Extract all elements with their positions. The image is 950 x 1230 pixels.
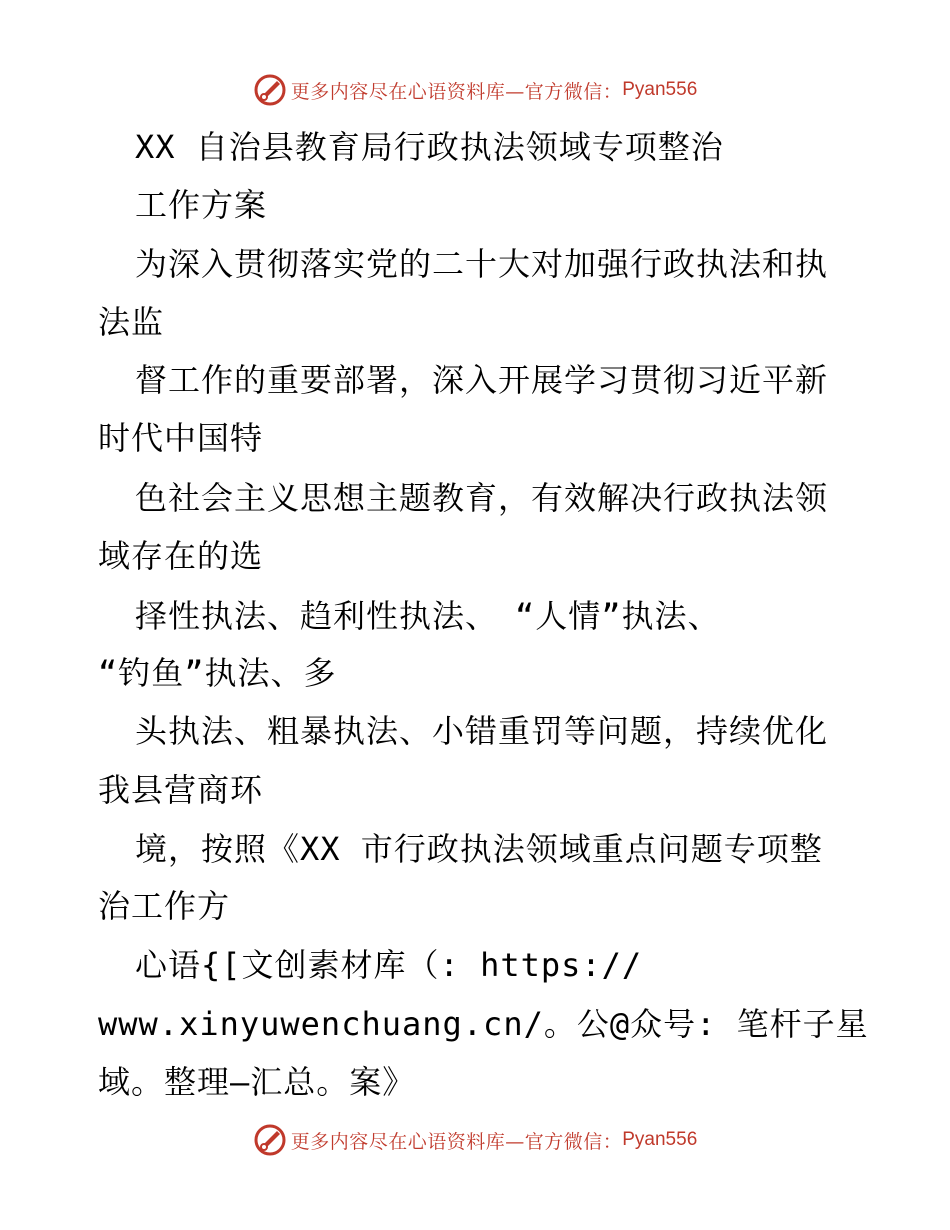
paragraph-line: 域存在的选 xyxy=(98,537,264,575)
paragraph-line: 为深入贯彻落实党的二十大对加强行政执法和执 xyxy=(135,245,829,283)
paragraph-line: 域。整理—汇总。案》 xyxy=(98,1063,416,1101)
paragraph-line: 心语{[文创素材库（: https:// xyxy=(135,946,643,984)
brand-logo-icon xyxy=(253,1123,287,1157)
header-banner xyxy=(0,70,950,110)
paragraph-line: 我县营商环 xyxy=(98,771,264,809)
paragraph-line: 择性执法、趋利性执法、 “人情”执法、 xyxy=(135,597,721,635)
doc-title-line-2: 工作方案 xyxy=(135,186,268,224)
brand-logo-icon xyxy=(253,73,287,107)
banner-text: 更多内容尽在心语资料库—官方微信： xyxy=(290,1130,623,1153)
paragraph-line: 色社会主义思想主题教育，有效解决行政执法领 xyxy=(135,479,829,517)
paragraph-line: www.xinyuwenchuang.cn/。公@众号: 笔杆子星 xyxy=(98,1005,869,1043)
paragraph-line: 治工作方 xyxy=(98,887,231,925)
paragraph-line: 督工作的重要部署，深入开展学习贯彻习近平新 xyxy=(135,361,829,399)
paragraph-line: “钓鱼”执法、多 xyxy=(98,654,337,692)
paragraph-line: 头执法、粗暴执法、小错重罚等问题，持续优化 xyxy=(135,712,829,750)
paragraph-line: 法监 xyxy=(98,303,165,341)
footer-banner xyxy=(0,1120,950,1160)
paragraph-line: 时代中国特 xyxy=(98,419,264,457)
banner-text: 更多内容尽在心语资料库—官方微信： xyxy=(290,80,623,103)
paragraph-line: 境，按照《XX 市行政执法领域重点问题专项整 xyxy=(135,830,823,868)
banner-wechat-id: Pyan556 xyxy=(622,79,698,100)
doc-title-line-1: XX 自治县教育局行政执法领域专项整治 xyxy=(135,128,724,166)
banner-wechat-id: Pyan556 xyxy=(622,1129,698,1150)
